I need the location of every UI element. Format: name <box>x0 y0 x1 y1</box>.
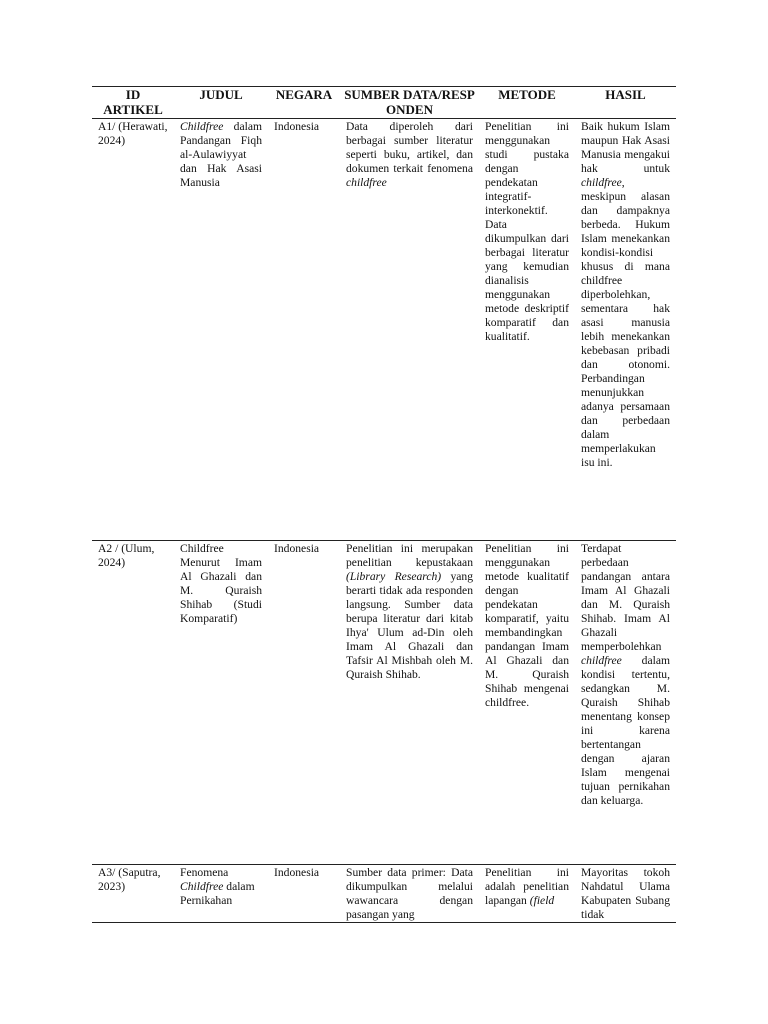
cell-metode: Penelitian ini adalah penelitian lapangan (field <box>479 865 575 923</box>
header-sumber-data: SUMBER DATA/RESPONDEN <box>340 87 479 119</box>
header-id-artikel: ID ARTIKEL <box>92 87 174 119</box>
cell-sumber: Penelitian ini merupakan penelitian kepustakaan (Library Research) yang berarti tidak ada responden langsung. Sumber data berupa literatur dari kitab Ihya' Ulum ad-Din oleh Imam Al Ghazali dan Tafsir Al Mishbah oleh M. Quraish Shihab. <box>340 541 479 865</box>
cell-negara: Indonesia <box>268 119 340 541</box>
cell-id: A1/ (Herawati, 2024) <box>92 119 174 541</box>
cell-judul: Fenomena Childfree dalam Pernikahan <box>174 865 268 923</box>
cell-metode: Penelitian ini menggunakan studi pustaka dengan pendekatan integratif-interkonektif. Data dikumpulkan dari berbagai literatur yang kemudian dianalisis menggunakan metode deskriptif komparatif dan kualitatif. <box>479 119 575 541</box>
cell-id: A3/ (Saputra, 2023) <box>92 865 174 923</box>
literature-review-table <box>92 86 676 923</box>
table-row <box>92 541 676 865</box>
header-judul: JUDUL <box>174 87 268 119</box>
cell-metode: Penelitian ini menggunakan metode kualitatif dengan pendekatan komparatif, yaitu membandingkan pandangan Imam Al Ghazali dan M. Quraish Shihab mengenai childfree. <box>479 541 575 865</box>
table-row <box>92 119 676 541</box>
header-negara: NEGARA <box>268 87 340 119</box>
cell-sumber: Data diperoleh dari berbagai sumber literatur seperti buku, artikel, dan dokumen terkait fenomena childfree <box>340 119 479 541</box>
header-metode: METODE <box>479 87 575 119</box>
cell-judul: Childfree dalam Pandangan Fiqh al-Aulawiyyat dan Hak Asasi Manusia <box>174 119 268 541</box>
cell-sumber: Sumber data primer: Data dikumpulkan melalui wawancara dengan pasangan yang <box>340 865 479 923</box>
cell-negara: Indonesia <box>268 541 340 865</box>
header-hasil: HASIL <box>575 87 676 119</box>
cell-hasil: Terdapat perbedaan pandangan antara Imam Al Ghazali dan M. Quraish Shihab. Imam Al Ghazali memperbolehkan childfree dalam kondisi tertentu, sedangkan M. Quraish Shihab menentang konsep ini karena bertentangan dengan ajaran Islam mengenai tujuan pernikahan dan keluarga. <box>575 541 676 865</box>
cell-negara: Indonesia <box>268 865 340 923</box>
cell-hasil: Mayoritas tokoh Nahdatul Ulama Kabupaten Subang tidak <box>575 865 676 923</box>
cell-judul: Childfree Menurut Imam Al Ghazali dan M. Quraish Shihab (Studi Komparatif) <box>174 541 268 865</box>
table-header-row <box>92 87 676 119</box>
cell-hasil: Baik hukum Islam maupun Hak Asasi Manusia mengakui hak untuk childfree, meskipun alasan dan dampaknya berbeda. Hukum Islam menekankan kondisi-kondisi khusus di mana childfree diperbolehkan, sementara hak asasi manusia lebih menekankan kebebasan pribadi dan otonomi. Perbandingan menunjukkan adanya persamaan dan perbedaan dalam memperlakukan isu ini. <box>575 119 676 541</box>
cell-id: A2 / (Ulum, 2024) <box>92 541 174 865</box>
table-row <box>92 865 676 923</box>
